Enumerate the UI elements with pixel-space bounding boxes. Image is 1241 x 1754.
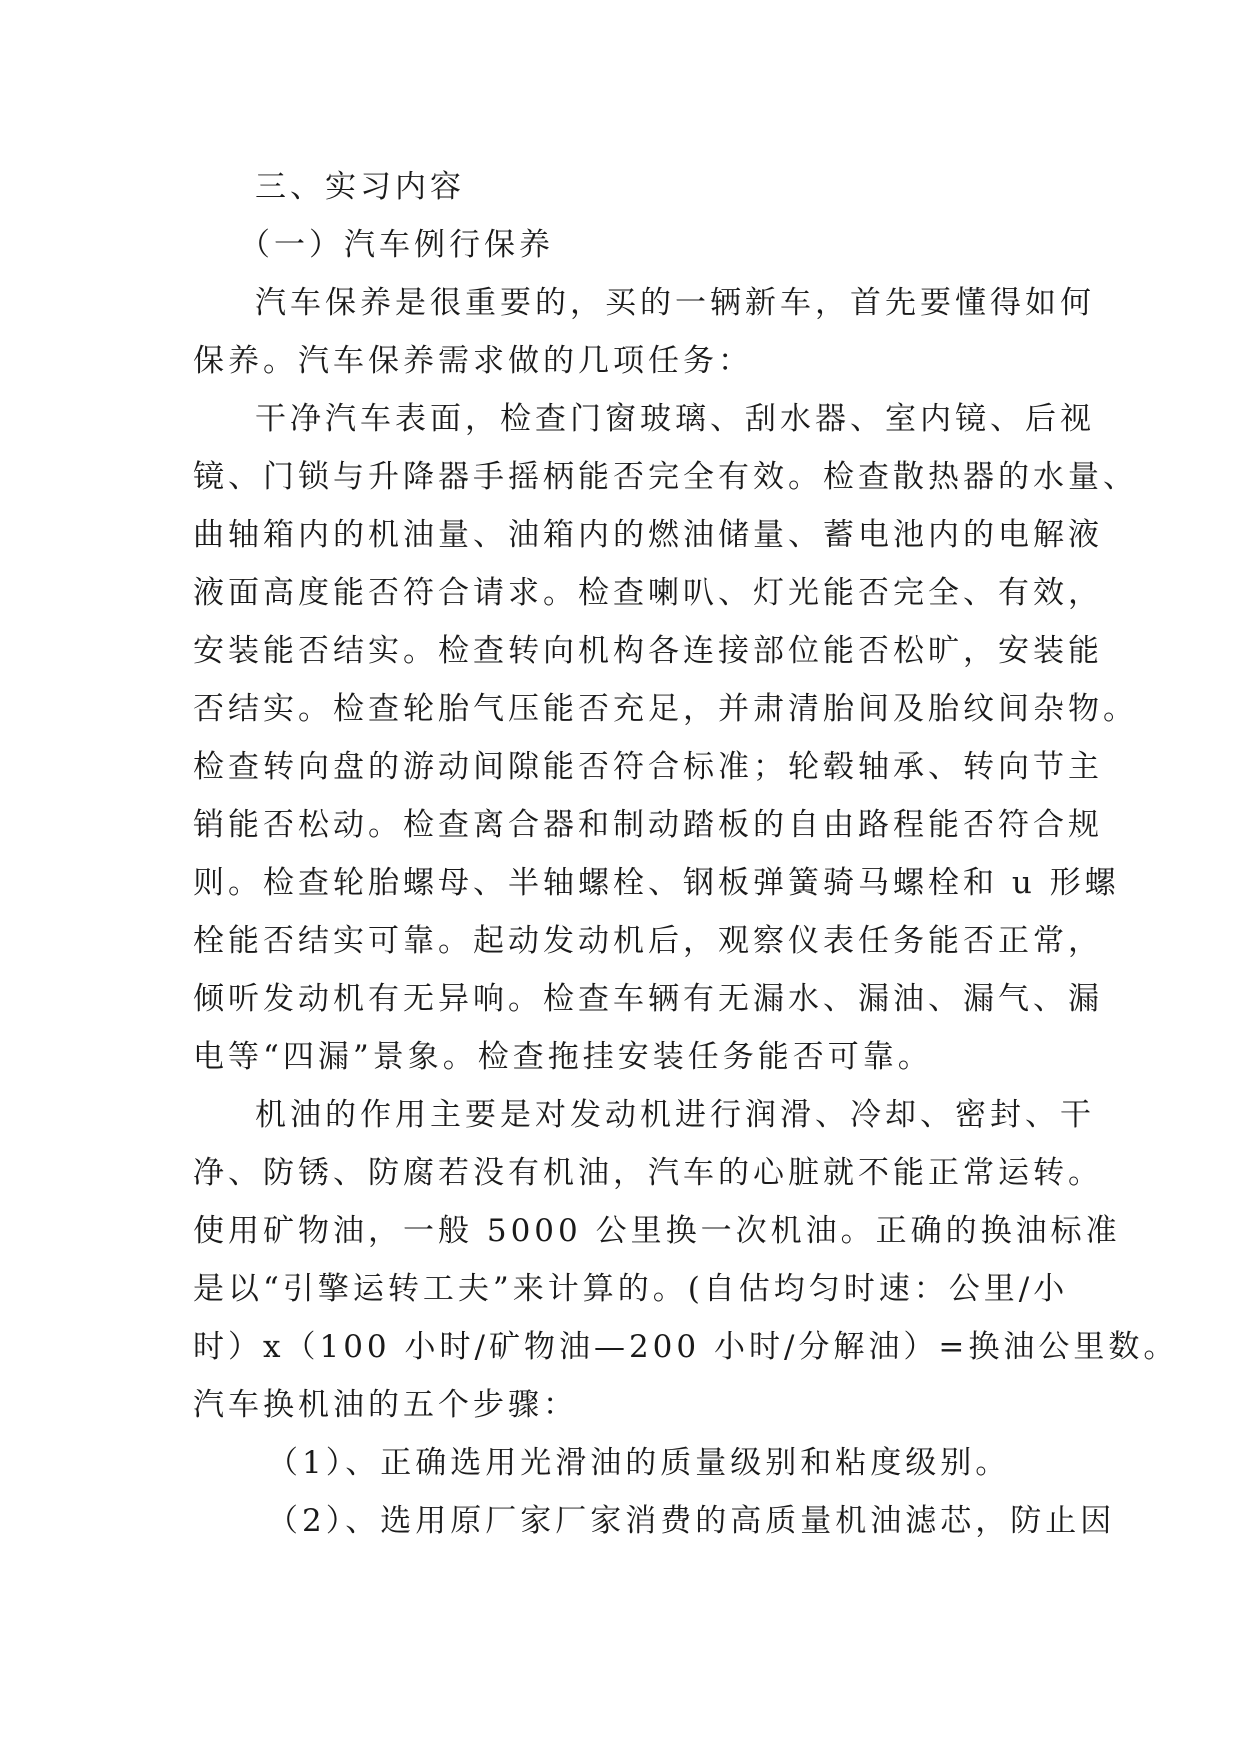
paragraph-intro xyxy=(193,274,1095,390)
text-line: 栓能否结实可靠。起动发动机后，观察仪表任务能否正常， xyxy=(193,923,1103,959)
text-line: 则。检查轮胎螺母、半轴螺栓、钢板弹簧骑马螺栓和 u 形螺 xyxy=(193,865,1120,901)
text-line: 汽车保养是很重要的，买的一辆新车，首先要懂得如何 xyxy=(255,285,1095,321)
step-item xyxy=(193,1492,1116,1550)
section-title xyxy=(193,158,1053,216)
text-line: 检查转向盘的游动间隙能否符合标准；轮毂轴承、转向节主 xyxy=(193,749,1103,785)
paragraph-inspection xyxy=(193,390,1138,1086)
text-line: 否结实。检查轮胎气压能否充足，并肃清胎间及胎纹间杂物。 xyxy=(193,691,1138,727)
paragraph-engine-oil xyxy=(193,1086,1179,1434)
step-text: （1）、正确选用光滑油的质量级别和粘度级别。 xyxy=(267,1445,1011,1481)
text-line: 安装能否结实。检查转向机构各连接部位能否松旷，安装能 xyxy=(193,633,1103,669)
step-text: （2）、选用原厂家厂家消费的高质量机油滤芯，防止因 xyxy=(267,1503,1116,1539)
text-line: 干净汽车表面，检查门窗玻璃、刮水器、室内镜、后视 xyxy=(255,401,1095,437)
subsection-title xyxy=(193,216,1053,274)
text-line: 净、防锈、防腐若没有机油，汽车的心脏就不能正常运转。 xyxy=(193,1155,1103,1191)
text-line: 液面高度能否符合请求。检查喇叭、灯光能否完全、有效， xyxy=(193,575,1103,611)
text-line: 电等“四漏”景象。检查拖挂安装任务能否可靠。 xyxy=(193,1039,933,1075)
section-title-text: 三、实习内容 xyxy=(255,169,465,205)
text-line: 曲轴箱内的机油量、油箱内的燃油储量、蓄电池内的电解液 xyxy=(193,517,1103,553)
text-line: 倾听发动机有无异响。检查车辆有无漏水、漏油、漏气、漏 xyxy=(193,981,1103,1017)
text-line: 机油的作用主要是对发动机进行润滑、冷却、密封、干 xyxy=(255,1097,1095,1133)
text-line: 使用矿物油，一般 5000 公里换一次机油。正确的换油标准 xyxy=(193,1213,1121,1249)
text-line: 销能否松动。检查离合器和制动踏板的自由路程能否符合规 xyxy=(193,807,1103,843)
text-line: 时）x（100 小时/矿物油—200 小时/分解油）=换油公里数。 xyxy=(193,1329,1179,1365)
text-line: 是以“引擎运转工夫”来计算的。(自估均匀时速：公里/小 xyxy=(193,1271,1069,1307)
subsection-title-text: （一）汽车例行保养 xyxy=(239,227,554,263)
text-line: 汽车换机油的五个步骤： xyxy=(193,1387,578,1423)
step-item xyxy=(193,1434,1053,1492)
document-body xyxy=(193,158,1179,1550)
text-line: 镜、门锁与升降器手摇柄能否完全有效。检查散热器的水量、 xyxy=(193,459,1138,495)
text-line: 保养。汽车保养需求做的几项任务： xyxy=(193,343,753,379)
